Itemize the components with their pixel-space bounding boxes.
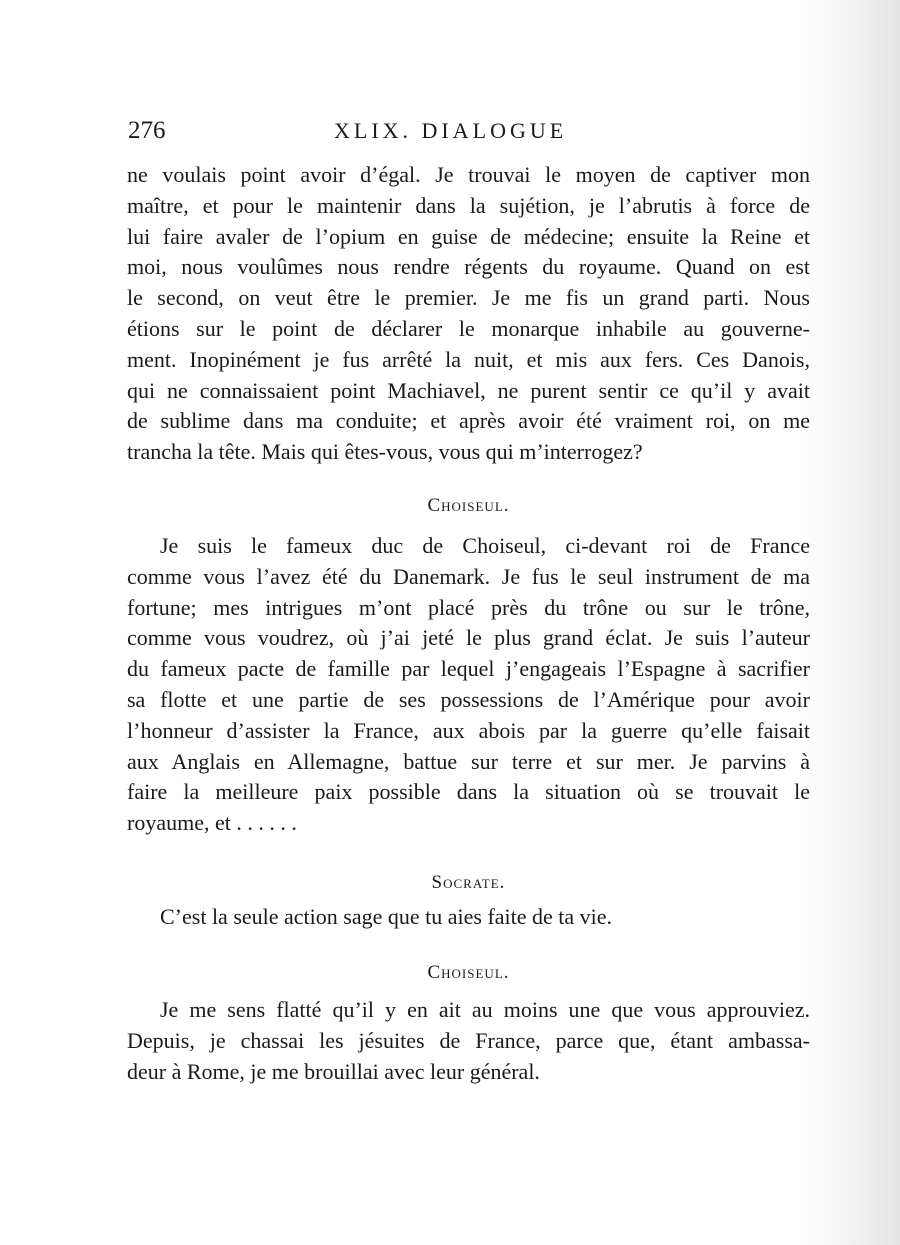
text-line: sa flotte et une partie de ses possessions de l’Amérique pour avoir: [127, 686, 810, 712]
text-line: trancha la tête. Mais qui êtes-vous, vous qui m’interrogez?: [127, 439, 643, 465]
page-number: 276: [128, 117, 166, 144]
speaker-name-choiseul-2: Choiseul.: [427, 962, 510, 983]
text-line: ment. Inopinément je fus arrêté la nuit, et mis aux fers. Ces Danois,: [127, 346, 810, 372]
text-line: comme vous l’avez été du Danemark. Je fus le seul instrument de ma: [127, 563, 810, 589]
running-head: XLIX. DIALOGUE: [334, 118, 568, 143]
speaker-name-socrate: Socrate.: [431, 872, 506, 893]
text-line: deur à Rome, je me brouillai avec leur général.: [127, 1058, 540, 1084]
text-line: fortune; mes intrigues m’ont placé près du trône ou sur le trône,: [127, 594, 810, 620]
text-line: faire la meilleure paix possible dans la situation où se trouvait le: [127, 779, 810, 805]
text-line: maître, et pour le maintenir dans la sujétion, je l’abrutis à force de: [127, 192, 810, 218]
text-line: royaume, et . . . . . .: [127, 810, 297, 836]
text-line: aux Anglais en Allemagne, battue sur terre et sur mer. Je parvins à: [127, 748, 810, 774]
text-line: lui faire avaler de l’opium en guise de médecine; ensuite la Reine et: [127, 223, 810, 249]
page-header: [128, 116, 810, 146]
text-line: C’est la seule action sage que tu aies faite de ta vie.: [160, 904, 613, 929]
paragraph-socrate: [127, 902, 810, 933]
text-line: Je suis le fameux duc de Choiseul, ci-devant roi de France: [160, 533, 810, 558]
text-line: l’honneur d’assister la France, aux abois par la guerre qu’elle faisait: [127, 717, 810, 743]
text-line: du fameux pacte de famille par lequel j’engageais l’Espagne à sacrifier: [127, 656, 810, 682]
paragraph-choiseul-1: [127, 531, 810, 839]
paragraph-continuation: [127, 160, 810, 468]
text-line: de sublime dans ma conduite; et après avoir été vraiment roi, on me: [127, 408, 810, 434]
text-line: comme vous voudrez, où j’ai jeté le plus grand éclat. Je suis l’auteur: [127, 625, 810, 651]
text-line: ne voulais point avoir d’égal. Je trouvai le moyen de captiver mon: [127, 162, 810, 187]
text-line: Depuis, je chassai les jésuites de France, parce que, étant ambassa-: [127, 1027, 810, 1053]
text-line: Je me sens flatté qu’il y en ait au moins une que vous approuviez.: [160, 997, 810, 1022]
text-line: moi, nous voulûmes nous rendre régents du royaume. Quand on est: [127, 254, 810, 280]
text-line: le second, on veut être le premier. Je me fis un grand parti. Nous: [127, 285, 810, 311]
speaker-name-choiseul: Choiseul.: [427, 495, 510, 516]
text-line: étions sur le point de déclarer le monarque inhabile au gouverne-: [127, 315, 810, 341]
paragraph-choiseul-2: [127, 995, 810, 1087]
text-line: qui ne connaissaient point Machiavel, ne purent sentir ce qu’il y avait: [127, 377, 810, 403]
